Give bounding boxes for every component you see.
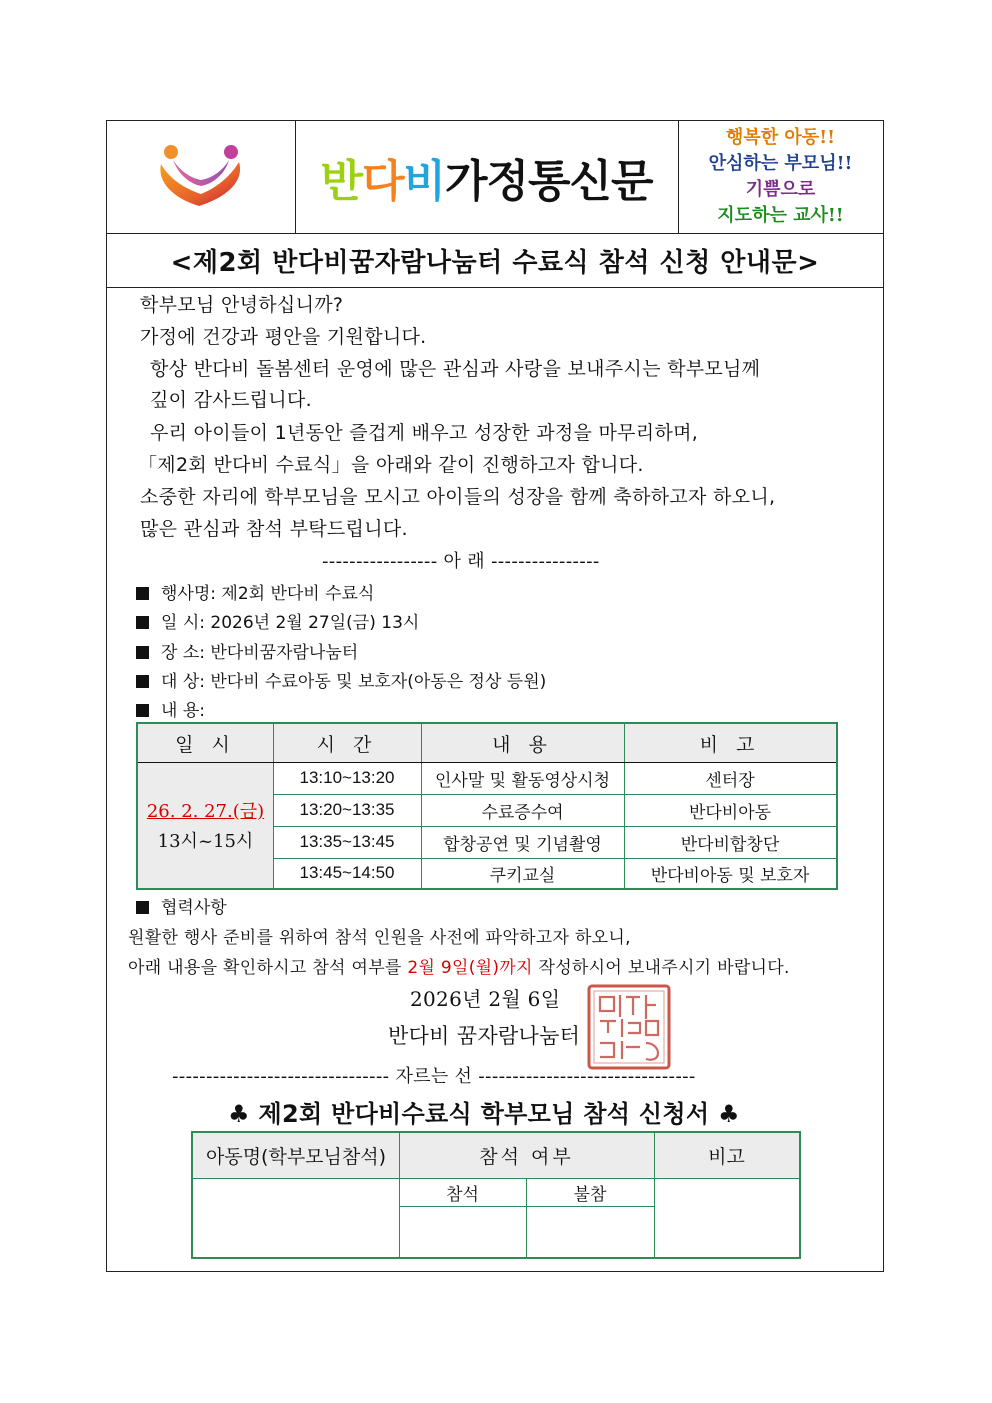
detail-content-label: 내 용:	[136, 696, 205, 721]
section-divider: ----------------- 아 래 ----------------	[322, 551, 600, 572]
seal-stamp	[586, 983, 672, 1071]
schedule-row-note: 센터장	[705, 770, 755, 791]
schedule-time-range: 13시~15시	[157, 831, 254, 852]
schedule-row-note: 반다비아동 및 보호자	[650, 865, 810, 886]
title-part-ban: 반	[320, 155, 362, 207]
logo	[106, 120, 296, 233]
schedule-header-note: 비 고	[624, 724, 836, 762]
cooperation-title: 협력사항	[136, 893, 227, 918]
schedule-header-date: 일 시	[138, 724, 273, 762]
form-attend-no: 불참	[573, 1184, 607, 1205]
greeting-line: 항상 반다비 돌봄센터 운영에 많은 관심과 사랑을 보내주시는 학부모님께	[150, 358, 761, 380]
motto-line-4: 지도하는 교사!!	[717, 204, 844, 226]
schedule-header-content: 내 용	[421, 724, 624, 762]
greeting-line: 깊이 감사드립니다.	[150, 389, 312, 411]
schedule-header-time: 시 간	[273, 724, 421, 762]
deadline: 2월 9일(월)까지	[407, 958, 533, 978]
notice-heading: <제2회 반다비꿈자람나눔터 수료식 참석 신청 안내문>	[106, 234, 884, 288]
heart-logo-icon	[151, 142, 251, 212]
form-child-name-field[interactable]	[193, 1178, 399, 1257]
detail-event-name: 행사명: 제2회 반다비 수료식	[136, 579, 374, 604]
form-header-attendance: 참석 여부	[399, 1133, 654, 1178]
schedule-row-time: 13:35~13:45	[299, 832, 395, 851]
greeting-line: 소중한 자리에 학부모님을 모시고 아이들의 성장을 함께 축하하고자 하오니,	[140, 486, 776, 508]
schedule-row-time: 13:20~13:35	[299, 800, 395, 819]
schedule-row-content: 합창공연 및 기념촬영	[443, 834, 602, 855]
sender-name: 반다비 꿈자람나눔터	[388, 1024, 581, 1048]
title-part-bi: 비	[403, 155, 445, 207]
schedule-row-note: 반다비합창단	[680, 834, 780, 855]
greeting-line: 가정에 건강과 평안을 기원합니다.	[140, 326, 427, 348]
greeting-line: 우리 아이들이 1년동안 즐겁게 배우고 성장한 과정을 마무리하며,	[150, 422, 699, 444]
greeting-line: 「제2회 반다비 수료식」을 아래와 같이 진행하고자 합니다.	[138, 454, 644, 476]
detail-place: 장 소: 반다비꿈자람나눔터	[136, 638, 358, 663]
motto-box	[678, 120, 883, 233]
schedule-table	[136, 722, 838, 890]
newsletter-title	[295, 120, 679, 233]
form-title: ♣ 제2회 반다비수료식 학부모님 참석 신청서 ♣	[228, 1100, 740, 1128]
form-attend-yes: 참석	[446, 1184, 479, 1205]
form-note-field[interactable]	[654, 1178, 799, 1257]
date-signed: 2026년 2월 6일	[410, 987, 561, 1011]
form-attend-yes-field[interactable]	[399, 1206, 526, 1257]
schedule-date-cell	[138, 762, 273, 888]
schedule-row-content: 쿠키교실	[489, 865, 556, 886]
title-part-da: 다	[361, 155, 404, 207]
schedule-row-content: 수료증수여	[481, 802, 564, 823]
detail-target: 대 상: 반다비 수료아동 및 보호자(아동은 정상 등원)	[136, 667, 546, 692]
schedule-row-content: 인사말 및 활동영상시청	[434, 770, 611, 791]
greeting-line: 많은 관심과 참석 부탁드립니다.	[140, 518, 408, 540]
motto-line-3: 기쁨으로	[745, 178, 816, 200]
form-attend-no-field[interactable]	[526, 1206, 654, 1257]
attendance-form	[191, 1131, 801, 1259]
motto-line-2: 안심하는 부모님!!	[708, 152, 853, 174]
detail-datetime: 일 시: 2026년 2월 27일(금) 13시	[136, 608, 419, 633]
motto-line-1: 행복한 아동!!	[725, 126, 835, 148]
newsletter-header	[106, 120, 884, 234]
form-header-note: 비고	[654, 1133, 799, 1178]
cut-line: -------------------------------- 자르는 선 --------------------------------	[172, 1066, 696, 1087]
schedule-row-time: 13:10~13:20	[299, 768, 395, 787]
greeting-line: 학부모님 안녕하십니까?	[140, 294, 344, 316]
cooperation-line-2: 아래 내용을 확인하시고 참석 여부를 2월 9일(월)까지 작성하시어 보내주시기 바랍니다.	[128, 958, 790, 978]
schedule-row-note: 반다비아동	[688, 802, 772, 823]
form-header-child: 아동명(학부모님참석)	[193, 1133, 399, 1178]
schedule-row-time: 13:45~14:50	[299, 863, 395, 882]
title-rest: 가정통신문	[445, 155, 653, 207]
schedule-date: 26. 2. 27.(금)	[146, 801, 265, 822]
cooperation-line-1: 원활한 행사 준비를 위하여 참석 인원을 사전에 파악하고자 하오니,	[128, 928, 631, 948]
